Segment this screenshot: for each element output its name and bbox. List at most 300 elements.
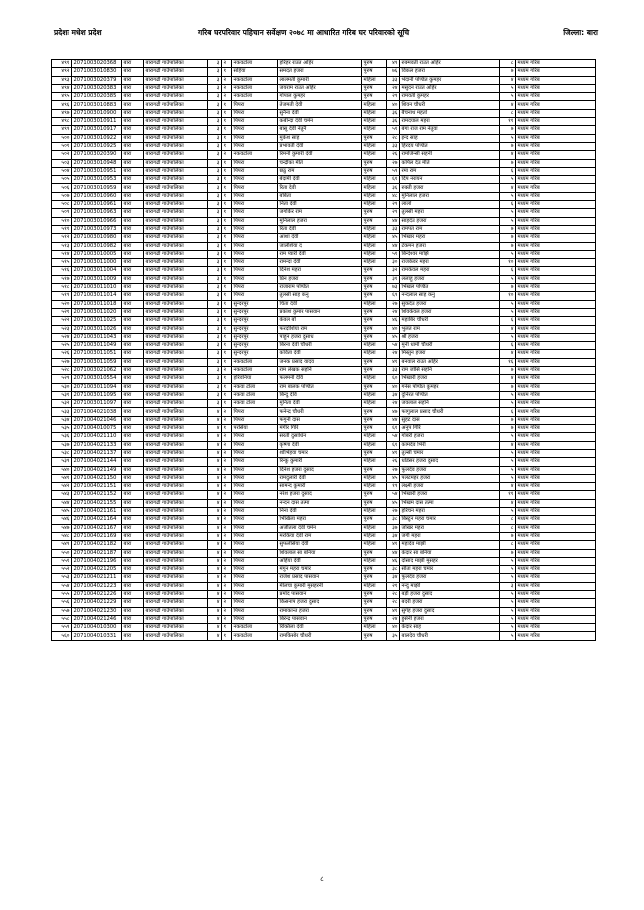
ward-cell: ३	[208, 317, 222, 325]
ward-cell: ३	[208, 333, 222, 341]
relative-name-cell: जोखर महरा	[400, 524, 500, 532]
ward-cell: ३	[208, 284, 222, 292]
household-id-cell: 2071003011018	[72, 300, 122, 308]
serial-number-cell: ५५०	[52, 549, 72, 557]
head-name-cell: रिन्कु कुमारी	[278, 458, 362, 466]
age-cell: ६९	[387, 292, 400, 300]
household-id-cell: 2071003011051	[72, 350, 122, 358]
table-row	[52, 358, 596, 366]
relative-name-cell: लक्ष्मी हजरा	[400, 483, 500, 491]
tole-cell: पिपरा	[232, 142, 278, 150]
district-cell: बारा	[122, 624, 144, 632]
tole-cell: पिपरा	[232, 582, 278, 590]
ward-cell: ३	[208, 275, 222, 283]
family-members-cell: ७	[500, 159, 516, 167]
serial-number-cell: ५५६	[52, 599, 72, 607]
poverty-category-cell: मध्यम गरिब	[516, 292, 596, 300]
gender-cell: पुरुष	[362, 416, 387, 424]
table-row	[52, 615, 596, 623]
ward-cell: ४	[208, 516, 222, 524]
family-members-cell: ५	[500, 599, 516, 607]
ward-cell: ४	[208, 532, 222, 540]
municipality-cell: बारागढी गाउँपालिका	[144, 118, 208, 126]
sub-ward-cell: २	[222, 466, 232, 474]
head-name-cell: राम लेखक सहनि	[278, 366, 362, 374]
district-cell: बारा	[122, 499, 144, 507]
tole-cell: पिपरा	[232, 217, 278, 225]
ward-cell: ३	[208, 118, 222, 126]
serial-number-cell: ५३७	[52, 441, 72, 449]
table-row	[52, 118, 596, 126]
sub-ward-cell: १	[222, 101, 232, 109]
head-name-cell: दिनेश हजरा दुसाद	[278, 466, 362, 474]
sub-ward-cell: १	[222, 159, 232, 167]
relative-name-cell: महाबिर चौधरी	[400, 317, 500, 325]
sub-ward-cell: २	[222, 433, 232, 441]
relative-name-cell: मुनिलाल हजरा	[400, 192, 500, 200]
ward-cell: ३	[208, 192, 222, 200]
tole-cell: पिपरा	[232, 466, 278, 474]
tole-cell: पिपरा	[232, 541, 278, 549]
head-name-cell: जनक प्रसाद यादव	[278, 358, 362, 366]
sub-ward-cell: १	[222, 267, 232, 275]
sub-ward-cell: २	[222, 516, 232, 524]
municipality-cell: बारागढी गाउँपालिका	[144, 433, 208, 441]
district-cell: बारा	[122, 159, 144, 167]
tole-cell: नकवटोला	[232, 60, 278, 68]
age-cell: २८	[387, 599, 400, 607]
serial-number-cell: ५३२	[52, 400, 72, 408]
municipality-cell: बारागढी गाउँपालिका	[144, 192, 208, 200]
serial-number-cell: ५१४	[52, 250, 72, 258]
poverty-category-cell: मध्यम गरिब	[516, 126, 596, 134]
serial-number-cell: ५३३	[52, 408, 72, 416]
family-members-cell: ५	[500, 607, 516, 615]
family-members-cell: ६	[500, 342, 516, 350]
head-name-cell: तुलसी साह कनु	[278, 292, 362, 300]
municipality-cell: बारागढी गाउँपालिका	[144, 400, 208, 408]
table-row	[52, 416, 596, 424]
household-id-cell: 2071003010005	[72, 250, 122, 258]
head-name-cell: फरदोशिया राम	[278, 325, 362, 333]
relative-name-cell: राजकेवर महरा	[400, 259, 500, 267]
serial-number-cell: ५२७	[52, 358, 72, 366]
age-cell: २८	[387, 134, 400, 142]
table-row	[52, 101, 596, 109]
gender-cell: पुरुष	[362, 383, 387, 391]
relative-name-cell: धोडेसर हजरा दुसाद	[400, 458, 500, 466]
family-members-cell: ५	[500, 134, 516, 142]
relative-name-cell: रुक्ती हजरा	[400, 184, 500, 192]
ward-cell: ३	[208, 259, 222, 267]
sub-ward-cell: २	[222, 366, 232, 374]
gender-cell: पुरुष	[362, 449, 387, 457]
family-members-cell: ५	[500, 209, 516, 217]
tole-cell: पिपरा	[232, 532, 278, 540]
poverty-category-cell: मध्यम गरिब	[516, 391, 596, 399]
gender-cell: महिला	[362, 151, 387, 159]
family-members-cell: ८	[500, 541, 516, 549]
municipality-cell: बारागढी गाउँपालिका	[144, 425, 208, 433]
ward-cell: ४	[208, 491, 222, 499]
relative-name-cell: हरिचन महरा	[400, 508, 500, 516]
municipality-cell: बारागढी गाउँपालिका	[144, 516, 208, 524]
age-cell: २६	[387, 458, 400, 466]
age-cell: २९	[387, 209, 400, 217]
gender-cell: पुरुष	[362, 167, 387, 175]
district-cell: बारा	[122, 126, 144, 134]
table-row	[52, 300, 596, 308]
age-cell: ३४	[387, 391, 400, 399]
ward-cell: ४	[208, 582, 222, 590]
head-name-cell: रिता देवी	[278, 225, 362, 233]
household-id-cell: 2071003011020	[72, 308, 122, 316]
gender-cell: महिला	[362, 582, 387, 590]
age-cell: ४४	[387, 242, 400, 250]
poverty-category-cell: मध्यम गरिब	[516, 599, 596, 607]
poverty-category-cell: मध्यम गरिब	[516, 549, 596, 557]
age-cell: ३०	[387, 259, 400, 267]
municipality-cell: बारागढी गाउँपालिका	[144, 599, 208, 607]
household-id-cell: 2071004021182	[72, 541, 122, 549]
relative-name-cell: लालो	[400, 201, 500, 209]
municipality-cell: बारागढी गाउँपालिका	[144, 325, 208, 333]
age-cell: ३४	[387, 532, 400, 540]
tole-cell: पिपरा	[232, 557, 278, 565]
household-id-cell: 2071003010963	[72, 209, 122, 217]
district-cell: बारा	[122, 541, 144, 549]
head-name-cell: शोभिहवा चमार	[278, 449, 362, 457]
district-cell: बारा	[122, 259, 144, 267]
head-name-cell: कबीन्दा देवी चमेन	[278, 118, 362, 126]
gender-cell: पुरुष	[362, 425, 387, 433]
age-cell: ३३	[387, 142, 400, 150]
household-id-cell: 2071003021062	[72, 366, 122, 374]
district-cell: बारा	[122, 615, 144, 623]
sub-ward-cell: २	[222, 532, 232, 540]
ward-cell: ३	[208, 201, 222, 209]
gender-cell: महिला	[362, 142, 387, 150]
household-id-cell: 2071003020379	[72, 76, 122, 84]
sub-ward-cell: १	[222, 317, 232, 325]
tole-cell: पिपरा	[232, 416, 278, 424]
relative-name-cell: तुल्सी चमार	[400, 449, 500, 457]
family-members-cell: ४	[500, 483, 516, 491]
district-cell: बारा	[122, 574, 144, 582]
tole-cell: नकवटोला	[232, 76, 278, 84]
district-cell: बारा	[122, 68, 144, 76]
relative-name-cell: रुक्मवती राउत अहिर	[400, 60, 500, 68]
ward-cell: ३	[208, 167, 222, 175]
district-cell: बारा	[122, 284, 144, 292]
gender-cell: पुरुष	[362, 275, 387, 283]
household-id-cell: 2071004021161	[72, 508, 122, 516]
district-cell: बारा	[122, 375, 144, 383]
table-row	[52, 441, 596, 449]
head-name-cell: कविता देवी	[278, 350, 362, 358]
family-members-cell: ७	[500, 383, 516, 391]
relative-name-cell: रामपत राम	[400, 225, 500, 233]
gender-cell: महिला	[362, 259, 387, 267]
poverty-category-cell: मध्यम गरिब	[516, 275, 596, 283]
municipality-cell: बारागढी गाउँपालिका	[144, 358, 208, 366]
poverty-category-cell: मध्यम गरिब	[516, 383, 596, 391]
tole-cell: पिपरा	[232, 491, 278, 499]
district-cell: बारा	[122, 408, 144, 416]
age-cell: २४	[387, 308, 400, 316]
municipality-cell: बारागढी गाउँपालिका	[144, 234, 208, 242]
poverty-category-cell: मध्यम गरिब	[516, 474, 596, 482]
table-row	[52, 184, 596, 192]
tole-cell: सहिया	[232, 68, 278, 76]
household-id-cell: 2071003011004	[72, 267, 122, 275]
age-cell: ४७	[387, 408, 400, 416]
age-cell: ४१	[387, 358, 400, 366]
head-name-cell: हरिहर राउत अहिर	[278, 60, 362, 68]
serial-number-cell: ४९९	[52, 126, 72, 134]
head-name-cell: तेजमती देवी	[278, 101, 362, 109]
serial-number-cell: ५०५	[52, 176, 72, 184]
serial-number-cell: ५३५	[52, 425, 72, 433]
head-name-cell: भिखिला महरा	[278, 516, 362, 524]
table-row	[52, 350, 596, 358]
relative-name-cell: मिस्तुन हजरा	[400, 350, 500, 358]
municipality-cell: बारागढी गाउँपालिका	[144, 109, 208, 117]
household-id-cell: 2071003010966	[72, 217, 122, 225]
gender-cell: पुरुष	[362, 93, 387, 101]
district-cell: बारा	[122, 582, 144, 590]
municipality-cell: बारागढी गाउँपालिका	[144, 375, 208, 383]
poverty-category-cell: मध्यम गरिब	[516, 176, 596, 184]
household-id-cell: 2071004021226	[72, 591, 122, 599]
municipality-cell: बारागढी गाउँपालिका	[144, 350, 208, 358]
age-cell: २४	[387, 400, 400, 408]
family-members-cell: ६	[500, 201, 516, 209]
district-cell: बारा	[122, 599, 144, 607]
household-id-cell: 2071004021211	[72, 574, 122, 582]
sub-ward-cell: १	[222, 400, 232, 408]
gender-cell: महिला	[362, 624, 387, 632]
municipality-cell: बारागढी गाउँपालिका	[144, 524, 208, 532]
district-cell: बारा	[122, 225, 144, 233]
poverty-category-cell: मध्यम गरिब	[516, 375, 596, 383]
municipality-cell: बारागढी गाउँपालिका	[144, 499, 208, 507]
municipality-cell: बारागढी गाउँपालिका	[144, 441, 208, 449]
head-name-cell: रिमनी कुमारी देवी	[278, 151, 362, 159]
serial-number-cell: ५१९	[52, 292, 72, 300]
head-name-cell: प्रमोद पासवान	[278, 591, 362, 599]
family-members-cell: ६	[500, 267, 516, 275]
ward-cell: ४	[208, 483, 222, 491]
age-cell: २८	[387, 591, 400, 599]
family-members-cell: ५	[500, 192, 516, 200]
head-name-cell: जयराम राउत अहिर	[278, 84, 362, 92]
serial-number-cell: ५२०	[52, 300, 72, 308]
table-row	[52, 425, 596, 433]
table-row	[52, 532, 596, 540]
relative-name-cell: साहदेउ हजरा	[400, 217, 500, 225]
district-cell: बारा	[122, 242, 144, 250]
table-row	[52, 325, 596, 333]
sub-ward-cell: १	[222, 242, 232, 250]
poverty-category-cell: मध्यम गरिब	[516, 308, 596, 316]
tole-cell: सुन्दरपुर	[232, 317, 278, 325]
ward-cell: ४	[208, 591, 222, 599]
ward-cell: ४	[208, 474, 222, 482]
municipality-cell: बारागढी गाउँपालिका	[144, 557, 208, 565]
head-name-cell: राम बालक पण्डित	[278, 383, 362, 391]
ward-cell: ३	[208, 242, 222, 250]
sub-ward-cell: १	[222, 209, 232, 217]
head-name-cell: मीलचा कुमारी मुसहरनी	[278, 582, 362, 590]
family-members-cell: ७	[500, 68, 516, 76]
page-number: ८	[320, 875, 324, 883]
gender-cell: महिला	[362, 391, 387, 399]
household-id-cell: 2071003010973	[72, 225, 122, 233]
serial-number-cell: ५०६	[52, 184, 72, 192]
sub-ward-cell: २	[222, 541, 232, 549]
relative-name-cell: रमा राम	[400, 167, 500, 175]
age-cell: ३३	[387, 366, 400, 374]
relative-name-cell: फुलदेव हजरा	[400, 574, 500, 582]
poverty-category-cell: मध्यम गरिब	[516, 134, 596, 142]
household-id-cell: 2071003020385	[72, 93, 122, 101]
relative-name-cell: विकल हजरा	[400, 68, 500, 76]
tole-cell: पिपरा	[232, 599, 278, 607]
table-row	[52, 142, 596, 150]
age-cell: २९	[387, 93, 400, 101]
table-row	[52, 599, 596, 607]
serial-number-cell: ५१८	[52, 284, 72, 292]
gender-cell: पुरुष	[362, 632, 387, 640]
gender-cell: पुरुष	[362, 574, 387, 582]
gender-cell: महिला	[362, 524, 387, 532]
tole-cell: नकवटोला	[232, 632, 278, 640]
tole-cell: पिपरा	[232, 118, 278, 126]
ward-cell: ३	[208, 383, 222, 391]
municipality-cell: बारागढी गाउँपालिका	[144, 259, 208, 267]
head-name-cell: मुनिता देवी	[278, 400, 362, 408]
table-row	[52, 84, 596, 92]
district-cell: बारा	[122, 275, 144, 283]
family-members-cell: ५	[500, 93, 516, 101]
table-row	[52, 225, 596, 233]
poverty-category-cell: मध्यम गरिब	[516, 234, 596, 242]
municipality-cell: बारागढी गाउँपालिका	[144, 391, 208, 399]
ward-cell: ३	[208, 350, 222, 358]
serial-number-cell: ४९६	[52, 101, 72, 109]
municipality-cell: बारागढी गाउँपालिका	[144, 458, 208, 466]
family-members-cell: ४	[500, 325, 516, 333]
gender-cell: महिला	[362, 118, 387, 126]
poverty-category-cell: मध्यम गरिब	[516, 217, 596, 225]
family-members-cell: १०	[500, 292, 516, 300]
household-id-cell: 2071004021223	[72, 582, 122, 590]
ward-cell: ४	[208, 449, 222, 457]
ward-cell: ३	[208, 126, 222, 134]
household-id-cell: 2071004021246	[72, 615, 122, 623]
serial-number-cell: ५४३	[52, 491, 72, 499]
head-name-cell: मुकेश साह	[278, 134, 362, 142]
relative-name-cell: अनुप गिरि	[400, 425, 500, 433]
serial-number-cell: ५४०	[52, 466, 72, 474]
household-id-cell: 2071003010883	[72, 101, 122, 109]
table-row	[52, 209, 596, 217]
district-cell: बारा	[122, 300, 144, 308]
family-members-cell: ५	[500, 632, 516, 640]
relative-name-cell: फुलदेव हजरा	[400, 466, 500, 474]
table-row	[52, 192, 596, 200]
district-cell: बारा	[122, 333, 144, 341]
ward-cell: ३	[208, 93, 222, 101]
age-cell: ३४	[387, 574, 400, 582]
poverty-category-cell: मध्यम गरिब	[516, 541, 596, 549]
sub-ward-cell: २	[222, 151, 232, 159]
poverty-category-cell: मध्यम गरिब	[516, 267, 596, 275]
sub-ward-cell: २	[222, 582, 232, 590]
sub-ward-cell: १	[222, 250, 232, 258]
ward-cell: ३	[208, 292, 222, 300]
gender-cell: पुरुष	[362, 566, 387, 574]
head-name-cell: नन्दन दास तत्मा	[278, 499, 362, 507]
serial-number-cell: ४९४	[52, 84, 72, 92]
district-cell: बारा	[122, 76, 144, 84]
household-id-cell: 2071003010911	[72, 118, 122, 126]
household-id-cell: 2071003011097	[72, 400, 122, 408]
head-name-cell: फनेन्द्र चौधरी	[278, 408, 362, 416]
gender-cell: महिला	[362, 350, 387, 358]
district-cell: बारा	[122, 358, 144, 366]
ward-cell: ४	[208, 599, 222, 607]
relative-name-cell: भिखल पण्डित	[400, 284, 500, 292]
family-members-cell: ५	[500, 217, 516, 225]
family-members-cell: ५	[500, 624, 516, 632]
age-cell: २४	[387, 350, 400, 358]
household-id-cell: 2071003010554	[72, 375, 122, 383]
tole-cell: पिपरा	[232, 134, 278, 142]
poverty-category-cell: मध्यम गरिब	[516, 491, 596, 499]
serial-number-cell: ५४६	[52, 516, 72, 524]
serial-number-cell: ५०२	[52, 151, 72, 159]
table-row	[52, 582, 596, 590]
table-row	[52, 524, 596, 532]
serial-number-cell: ५४२	[52, 483, 72, 491]
municipality-cell: बारागढी गाउँपालिका	[144, 466, 208, 474]
family-members-cell: १६	[500, 358, 516, 366]
family-members-cell: ७	[500, 142, 516, 150]
age-cell: २४	[387, 84, 400, 92]
district-cell: बारा	[122, 466, 144, 474]
age-cell: ४०	[387, 624, 400, 632]
tole-cell: नकवटोला	[232, 624, 278, 632]
serial-number-cell: ५५२	[52, 566, 72, 574]
table-row	[52, 566, 596, 574]
ward-cell: ३	[208, 176, 222, 184]
relative-name-cell: इन्द साह	[400, 134, 500, 142]
poverty-category-cell: मध्यम गरिब	[516, 400, 596, 408]
family-members-cell: ५	[500, 557, 516, 565]
family-members-cell: ५	[500, 308, 516, 316]
gender-cell: पुरुष	[362, 292, 387, 300]
age-cell: ४१	[387, 607, 400, 615]
gender-cell: पुरुष	[362, 325, 387, 333]
gender-cell: पुरुष	[362, 366, 387, 374]
poverty-category-cell: मध्यम गरिब	[516, 101, 596, 109]
sub-ward-cell: २	[222, 60, 232, 68]
municipality-cell: बारागढी गाउँपालिका	[144, 574, 208, 582]
relative-name-cell: महादेव माझी	[400, 541, 500, 549]
household-id-cell: 2071003020390	[72, 151, 122, 159]
